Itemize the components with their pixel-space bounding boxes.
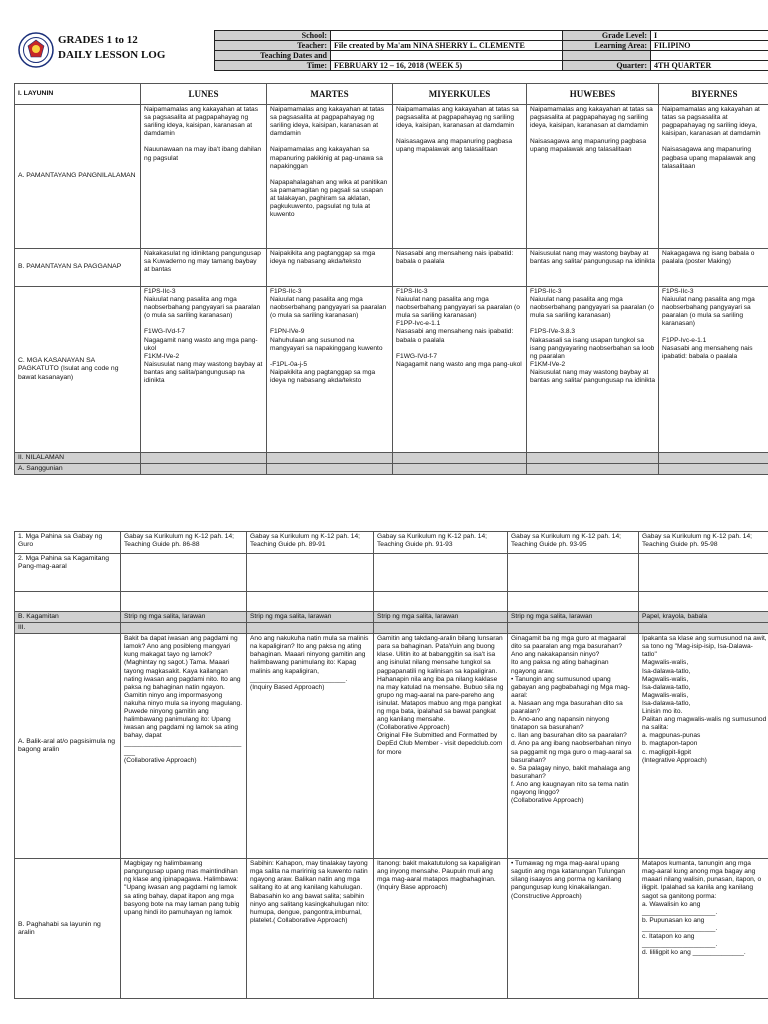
cell-huwebes [527, 464, 659, 475]
cell-text: F1PS-IIc-3 Naiuulat nang pasalita ang mga naobserbahang pangyayari sa paaralan (o mula sa sariling karanasan) F1WG-IVd-f-7 Nagagamit nang wasto ang mga pang-ukol F1KM-IVe-2 Naisusulat nang may wastong baybay at bantas ang salita/pangungusap na idinikta [144, 288, 263, 385]
cell-martes [247, 859, 374, 999]
quarter-label: Quarter: [563, 61, 651, 71]
cell-biyernes [639, 592, 768, 612]
layunin-heading: I. LAYUNIN [15, 84, 141, 105]
cell-text: F1PS-IIc-3 Naiuulat nang pasalita ang mga naobserbahang pangyayari sa paaralan (o mula sa sariling karanasan) F1PN-IVe-9 Nahuhulaan ang susunod na mangyayari sa napakinggang kuwento -F1PL-0a-j-5 Naipakikita ang pagtanggap sa mga ideya ng nabasang akda/teksto [270, 288, 387, 385]
cell-huwebes [508, 554, 639, 592]
learning-area-value: FILIPINO [651, 41, 768, 51]
cell-lunes [121, 532, 247, 554]
cell-text: Magbigay ng halimbawang pangungusap upang mas maintindihan ng klase ang ipinapagawa. Halimbawa: "Upang iwasan ang pagdami ng lamok sa ating bahay, dapat itapon ang mga basyong bote na may laman pang tubig upang hindi ito pamuhayan ng lamok [124, 860, 240, 916]
row-label: A. Sanggunian [15, 464, 141, 475]
cell-huwebes [508, 532, 639, 554]
cell-huwebes [508, 592, 639, 612]
paghahabi-row [15, 859, 768, 999]
cell-lunes [141, 105, 267, 249]
teaching-dates-value: FEBRUARY 12 – 16, 2018 (WEEK 5) [331, 61, 563, 71]
cell-huwebes [508, 634, 639, 859]
cell-lunes [141, 287, 267, 453]
cell-text: Naisusulat nang may wastong baybay at bantas ang salita/ pangungusap na idinikta [530, 250, 656, 266]
cell-miyerkules [393, 105, 527, 249]
cell-miyerkules [374, 612, 508, 623]
cell-miyerkules [374, 532, 508, 554]
row-label: II. NILALAMAN [15, 453, 141, 464]
cell-martes [267, 105, 393, 249]
cell-lunes [141, 464, 267, 475]
cell-huwebes [527, 105, 659, 249]
cell-lunes [121, 634, 247, 859]
teacher-label: Teacher: [215, 41, 331, 51]
cell-text: Nasasabi ang mensaheng nais ipabatid: babala o paalala [396, 250, 514, 266]
school-label: School: [215, 31, 331, 41]
kagamitang-pang-mag-aaral-row [15, 554, 768, 592]
cell-biyernes [659, 249, 768, 287]
cell-huwebes [527, 453, 659, 464]
iii-row [15, 623, 768, 634]
blank-row [15, 592, 768, 612]
cell-biyernes [639, 859, 768, 999]
cell-text: Nakagagawa ng isang babala o paalala (poster Making) [662, 250, 755, 266]
cell-huwebes [527, 249, 659, 287]
teacher-value: File created by Ma'am NINA SHERRY L. CLEMENTE [331, 41, 563, 51]
cell-miyerkules [393, 249, 527, 287]
cell-huwebes [527, 287, 659, 453]
cell-text: Naipamamalas ang kakayahan at tatas sa pagsasalita at pagpapahayag ng sariling ideya, kaisipan, karanasan at damdamin Naisasagawa ang mapanuring pagbasa upang mapalawak ang talasalitaan [396, 106, 519, 154]
cell-text: Strip ng mga salita, larawan [250, 613, 332, 620]
pamantayan-sa-pagganap-row [15, 249, 768, 287]
cell-martes [267, 287, 393, 453]
nilalaman-row [15, 453, 768, 464]
cell-lunes [121, 612, 247, 623]
mga-kasanayan-row [15, 287, 768, 453]
grade-level-label: Grade Level: [563, 31, 651, 41]
time-label: Time: [215, 61, 331, 71]
cell-text: Strip ng mga salita, larawan [124, 613, 206, 620]
cell-text: Nakakasulat ng idiniktang pangungusap sa Kuwaderno ng may tamang baybay at bantas [144, 250, 261, 274]
cell-text: Ipakanta sa klase ang sumusunod na awit, sa tono ng "Mag-isip-isip, Isa-Dalawa-tatlo" Magwalis-walis, Isa-dalawa-tatlo, Magwalis-walis, Isa-dalawa-tatlo, Magwalis-walis, Isa-dalawa-tatlo, Linisin mo ito. Palitan ang magwalis-walis ng sumusunod na salita: a. magpunas-punas b. magtapon-tapon c. magligpit-ligpit (Integrative Approach) [642, 635, 767, 764]
cell-lunes [121, 592, 247, 612]
cell-text: Papel, krayola, babala [642, 613, 708, 620]
row-label: A. PAMANTAYANG PANGNILALAMAN [15, 105, 141, 249]
row-label: 1. Mga Pahina sa Gabay ng Guro [15, 532, 121, 554]
cell-biyernes [659, 287, 768, 453]
row-label: B. Paghahabi sa layunin ng aralin [15, 859, 121, 999]
header [14, 30, 768, 74]
gabay-ng-guro-row [15, 532, 768, 554]
cell-martes [267, 453, 393, 464]
cell-text: Strip ng mga salita, larawan [377, 613, 459, 620]
cell-miyerkules [374, 554, 508, 592]
cell-miyerkules [393, 453, 527, 464]
document-title: GRADES 1 to 12 DAILY LESSON LOG [58, 34, 166, 61]
kagamitan-row [15, 612, 768, 623]
cell-miyerkules [393, 464, 527, 475]
cell-biyernes [659, 453, 768, 464]
cell-text: F1PS-IIc-3 Naiuulat nang pasalita ang mga naobserbahang pangyayari sa paaralan (o mula sa sariling karanasan) F1PP-Ivc-e-1.1 Nasasabi ang mensaheng nais ipabatid: babala o paalala F1WG-IVd-f-7 Nagagamit nang wasto ang mga pang-ukol [396, 288, 522, 368]
cell-text: Gabay sa Kurikulum ng K-12 pah. 14; Teaching Guide ph. 91-93 [377, 533, 487, 549]
row-label: B. PAMANTAYAN SA PAGGANAP [15, 249, 141, 287]
cell-miyerkules [374, 592, 508, 612]
procedures-table [14, 531, 768, 999]
header-info-table [214, 30, 768, 71]
cell-biyernes [639, 634, 768, 859]
cell-text: Gamitin ang takdang-aralin bilang lunsaran para sa bahaginan. PataYuin ang buong klase. Ulitin ito at babanggitin sa isa't isa ang isinulat nilang mensahe tungkol sa pagpapanatili ng kalinisan sa kapaligiran. Hahanapin nila ang iba pa nilang kaklase na may katulad na mensahe. Bubuo sila ng grupo ng mag-aaral na pare-pareho ang isinulat. Matapos mabuo ang mga pangkat ng mga bata, ipalahad sa bawat pangkat ang kanilang mensahe. (Collaborative Approach) Original File Submitted and Formatted by DepEd Club Member - visit depedclub.com for more [377, 635, 504, 756]
cell-text: Naipamamalas ang kakayahan at tatas sa pagsasalita at pagpapahayag ng sariling ideya, kaisipan, karanasan at damdamin Naisasagawa ang mapanuring pagbasa upang mapalawak ang talasalitaan [530, 106, 653, 154]
cell-biyernes [639, 554, 768, 592]
cell-miyerkules [374, 634, 508, 859]
cell-huwebes [508, 859, 639, 999]
day-header-miyerkules: MIYERKULES [393, 84, 527, 105]
deped-seal-icon [18, 32, 54, 68]
cell-miyerkules [374, 859, 508, 999]
cell-lunes [121, 623, 247, 634]
grade-level-value: I [651, 31, 768, 41]
cell-text: Naipamamalas ang kakayahan at tatas sa pagsasalita at pagpapahayag ng sariling ideya, kaisipan, karanasan at damdamin Nauunawaan na may iba't ibang dahilan ng pagsulat [144, 106, 262, 162]
sanggunian-row [15, 464, 768, 475]
day-header-huwebes: HUWEBES [527, 84, 659, 105]
cell-text: F1PS-IIc-3 Naiuulat nang pasalita ang mga naobserbahang pangyayari sa paaralan (o mula sa sariling karanasan) F1PS-IVe-3.8.3 Nakasasali sa isang usapan tungkol sa isang pangyayaring naobserbahan sa loob ng paaralan F1KM-IVe-2 Naisusulat nang may wastong baybay at bantas ang salita/ pangungusap na idinikta [530, 288, 656, 385]
cell-biyernes [659, 464, 768, 475]
cell-text: Ginagamit ba ng mga guro at magaaral dito sa paaralan ang mga basurahan? Ano ang nakakapansin ninyo? Ito ang paksa ng ating bahaginan ngayong araw. • Tanungin ang sumusunod upang gabayan ang pagbabahagi ng Mga mag-aaral: a. Nasaan ang mga basurahan dito sa paaralan? b. Ano-ano ang napansin ninyong tinatapon sa basurahan? c. Ilan ang basurahan dito sa paaralan? d. Ano pa ang ibang naobserbahan ninyo sa paggamit ng mga guro o mag-aaral sa basurahan? e. Sa palagay ninyo, bakit mahalaga ang basurahan? f. Ano ang kaugnayan nito sa tema natin ngayong linggo? (Collaborative Approach) [511, 635, 632, 805]
cell-martes [247, 612, 374, 623]
cell-text: Itanong: bakit makatutulong sa kapaligiran ang inyong mensahe. Paupuin muli ang mga mag-aaral matapos magbahaginan. (Inquiry Base approach) [377, 860, 501, 892]
cell-text: Gabay sa Kurikulum ng K-12 pah. 14; Teaching Guide ph. 89-91 [250, 533, 360, 549]
cell-text: Ano ang nakukuha natin mula sa malinis na kapaligiran? Ito ang paksa ng ating bahaginan. Maaari ninyong gamitin ang halimbawang panimulang ito: Kapag malinis ang kapaligiran, __________________________. (Inquiry Based Approach) [250, 635, 369, 691]
cell-martes [267, 464, 393, 475]
pamantayang-pangnilalaman-row [15, 105, 768, 249]
cell-miyerkules [393, 287, 527, 453]
cell-text: Gabay sa Kurikulum ng K-12 pah. 14; Teaching Guide ph. 95-98 [642, 533, 752, 549]
cell-martes [247, 623, 374, 634]
objectives-table [14, 83, 768, 475]
cell-text: • Tumawag ng mga mag-aaral upang sagutin ang mga katanungan Tulungan silang isaayos ang porma ng kanilang pangungusap kung kinakailangan. (Constructive Approach) [511, 860, 626, 900]
cell-text: Gabay sa Kurikulum ng K-12 pah. 14; Teaching Guide ph. 93-95 [511, 533, 621, 549]
quarter-value: 4TH QUARTER [651, 61, 768, 71]
cell-lunes [141, 249, 267, 287]
day-header-biyernes: BIYERNES [659, 84, 768, 105]
cell-biyernes [639, 612, 768, 623]
day-header-lunes: LUNES [141, 84, 267, 105]
day-header-martes: MARTES [267, 84, 393, 105]
teaching-dates-label: Teaching Dates and [215, 51, 331, 61]
row-label: A. Balik-aral at/o pagsisimula ng bagong aralin [15, 634, 121, 859]
cell-text: Bakit ba dapat iwasan ang pagdami ng lamok? Ano ang posibleng mangyari kung makagat tayo ng lamok? (Maghintay ng sagot.) Tama. Maaari tayong magkasakit. Kaya kailangan nating iwasan ang pagdami nito. Ito ang paksa ng bahaginan natin ngayon. Gamitin ninyo ang impormasyong nakuha ninyo mula sa inyong magulang. Puwede ninyong gamitin ang halimbawang panimulang ito: Upang iwasan ang pagdami ng lamok sa ating bahay, dapat ___________________________________ (Collaborative Approach) [124, 635, 243, 764]
cell-biyernes [639, 623, 768, 634]
cell-text: Naipamamalas ang kakayahan at tatas sa pagsasalita at pagpapahayag ng sariling ideya, kaisipan, karanasan at damdamin Naipamamalas ang kakayahan sa mapanuring pakikinig at pag-unawa sa napakinggan Napapahalagahan ang wika at panitikan sa pamamagitan ng pagsali sa usapan at talakayan, paghiram sa aklatan, pagkukuwento, pagsulat ng tula at kuwento [270, 106, 388, 219]
cell-martes [247, 532, 374, 554]
cell-text: Naipakikita ang pagtanggap sa mga ideya ng nabasang akda/teksto [270, 250, 376, 266]
row-label: III. [15, 623, 121, 634]
row-label: C. MGA KASANAYAN SA PAGKATUTO (Isulat ang code ng bawat kasanayan) [15, 287, 141, 453]
cell-martes [267, 249, 393, 287]
cell-martes [247, 592, 374, 612]
cell-martes [247, 634, 374, 859]
cell-lunes [121, 554, 247, 592]
row-label: B. Kagamitan [15, 612, 121, 623]
row-label [15, 592, 121, 612]
cell-biyernes [659, 105, 768, 249]
cell-text: Sabihin: Kahapon, may tinalakay tayong mga salita na maririnig sa kuwento natin ngayong araw. Balikan natin ang mga salitang ito at ang kanilang kahulugan. Babasahin ko ang bawat salita; sabihin ninyo ang salitang kasingkahulugan nito: humupa, dengue, pangontra,imburnal, platelet.( Collaborative Approach) [250, 860, 369, 924]
row-label: 2. Mga Pahina sa Kagamitang Pang-mag-aaral [15, 554, 121, 592]
cell-huwebes [508, 612, 639, 623]
cell-huwebes [508, 623, 639, 634]
cell-text: Naipamamalas ang kakayahan at tatas sa pagsasalita at pagpapahayag ng sariling ideya, kaisipan, karanasan at damdamin Naisasagawa ang mapanuring pagbasa upang mapalawak ang talasalitaan [662, 106, 761, 170]
cell-martes [247, 554, 374, 592]
cell-lunes [121, 859, 247, 999]
school-value [331, 31, 563, 41]
cell-text: F1PS-IIc-3 Naiuulat nang pasalita ang mga naobserbahang pangyayari sa paaralan (o mula sa sariling karanasan) F1PP-Ivc-e-1.1 Nasasabi ang mensaheng nais ipabatid: babala o paalala [662, 288, 755, 360]
cell-text: Gabay sa Kurikulum ng K-12 pah. 14; Teaching Guide ph. 86-88 [124, 533, 234, 549]
learning-area-label: Learning Area: [563, 41, 651, 51]
cell-biyernes [639, 532, 768, 554]
cell-lunes [141, 453, 267, 464]
balik-aral-row [15, 634, 768, 859]
cell-text: Matapos kumanta, tanungin ang mga mag-aaral kung anong mga bagay ang maaari nilang walisin, punasan, itapon, o iligpit. Ipalahad sa kanila ang kanilang sagot sa ganitong porma: a. Wawalisin ko ang ____________________. b. Pupunasan ko ang ____________________. c. Itatapon ko ang ____________________. d. Iililigpit ko ang ______________. [642, 860, 762, 957]
cell-text: Strip ng mga salita, larawan [511, 613, 593, 620]
cell-miyerkules [374, 623, 508, 634]
